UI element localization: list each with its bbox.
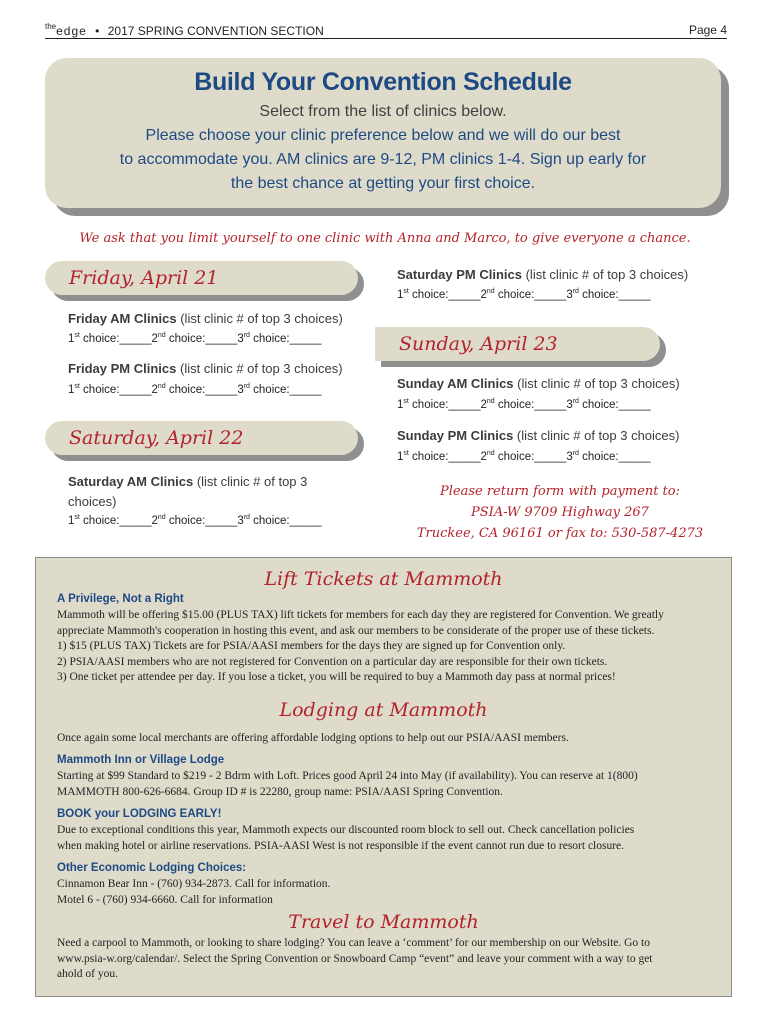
clinic-note: (list clinic # of top 3 choices)	[521, 267, 689, 282]
clinic-name: Friday AM Clinics	[68, 311, 177, 326]
travel-text: Need a carpool to Mammoth, or looking to share lodging? You can leave a ‘comment’ for our membership on our Website. Go to www.psia-w.org/calendar/. Select the Spring Convention or Snowboard Camp “event” and leave your comment with a way to get ahold of you.	[57, 937, 653, 980]
page-header	[45, 22, 727, 39]
clinic-name: Sunday PM Clinics	[397, 428, 514, 443]
saturday-am-heading	[68, 472, 307, 512]
book-early-text: Due to exceptional conditions this year, Mammoth expects our discounted room block to sell out. Check cancellation policies when making hotel or airline reservations. PSIA-AASI West is not responsible if the event cannot run due to resort closure.	[57, 824, 635, 852]
clinic-note: (list clinic # of top 3 choices)	[513, 428, 680, 443]
friday-pm-heading	[68, 361, 343, 376]
return-line: Please return form with payment to:	[440, 484, 680, 499]
friday-pm-choices[interactable]: 1st choice:_____2nd choice:_____3rd choice:_____	[68, 383, 322, 396]
book-early-subheading: BOOK your LODGING EARLY!	[57, 808, 222, 820]
clinic-note: (list clinic # of top 3 choices)	[513, 376, 680, 391]
clinic-note: (list clinic # of top 3 choices)	[176, 361, 343, 376]
saturday-pm-choices[interactable]: 1st choice:_____2nd choice:_____3rd choice:_____	[397, 288, 651, 301]
travel-title: Travel to Mammoth	[288, 911, 479, 933]
publication-brand	[45, 22, 324, 38]
info-panel	[35, 557, 732, 997]
lift-text: Mammoth will be offering $15.00 (PLUS TAX) lift tickets for members for each day they are registered for Convention. We greatly appreciate Mammoth's cooperation in hosting this event, and ask our members to be considerate of the proper use of these tickets. 1) $15 (PLUS TAX) Tickets are for PSIA/AASI members for the days they are signed up for Convention only. 2) PSIA/AASI members who are not registered for Convention on a particular day are responsible for their own tickets. 3) One ticket per attendee per day. If you lose a ticket, you will be required to buy a Mammoth day pass at normal prices!	[57, 609, 664, 683]
title-box	[45, 58, 721, 208]
title-body-line: Please choose your clinic preference below and we will do our best	[145, 127, 621, 144]
day-label: Saturday, April 22	[69, 427, 244, 449]
friday-am-choices[interactable]: 1st choice:_____2nd choice:_____3rd choice:_____	[68, 332, 322, 345]
return-note	[405, 481, 715, 544]
title-body-line: the best chance at getting your first choice.	[230, 175, 536, 192]
clinic-name: Sunday AM Clinics	[397, 376, 514, 391]
bullet-separator: •	[95, 24, 100, 38]
day-tab-sunday	[375, 327, 660, 361]
saturday-pm-heading	[397, 267, 688, 282]
day-tab-friday	[45, 261, 358, 295]
sunday-am-heading	[397, 376, 680, 391]
page-title: Build Your Convention Schedule	[194, 68, 572, 96]
clinic-note: (list clinic # of top 3 choices)	[176, 311, 343, 326]
brand-name: edge	[56, 24, 87, 38]
sunday-pm-choices[interactable]: 1st choice:_____2nd choice:_____3rd choice:_____	[397, 450, 651, 463]
saturday-am-choices[interactable]: 1st choice:_____2nd choice:_____3rd choice:_____	[68, 514, 322, 527]
title-body	[45, 124, 721, 196]
clinic-note: (list clinic # of top 3	[193, 474, 308, 489]
page-number: Page 4	[688, 23, 727, 37]
inn-text: Starting at $99 Standard to $219 - 2 Bdrm with Loft. Prices good April 24 into May (if availability). You can reserve at 1(800) MAMMOTH 800-626-6684. Group ID # is 22280, group name: PSIA/AASI Spring Convention.	[57, 770, 638, 798]
other-lodging-subheading: Other Economic Lodging Choices:	[57, 862, 247, 874]
lodging-intro: Once again some local merchants are offering affordable lodging options to help out our PSIA/AASI members.	[57, 732, 569, 744]
day-label: Sunday, April 23	[399, 333, 558, 355]
section-name: 2017 SPRING CONVENTION SECTION	[107, 24, 324, 38]
brand-prefix: the	[45, 22, 57, 31]
title-subtitle: Select from the list of clinics below.	[259, 103, 507, 120]
lodging-title: Lodging at Mammoth	[279, 699, 488, 721]
friday-am-heading	[68, 311, 343, 326]
sunday-am-choices[interactable]: 1st choice:_____2nd choice:_____3rd choice:_____	[397, 398, 651, 411]
limit-note: We ask that you limit yourself to one clinic with Anna and Marco, to give everyone a chance.	[79, 231, 691, 246]
lift-subheading: A Privilege, Not a Right	[57, 593, 184, 605]
day-label: Friday, April 21	[69, 267, 219, 289]
return-line: Truckee, CA 96161 or fax to: 530-587-4273	[416, 526, 704, 541]
other-lodging-text: Cinnamon Bear Inn - (760) 934-2873. Call for information. Motel 6 - (760) 934-6660. Call for information	[57, 878, 331, 906]
clinic-note: choices)	[68, 494, 117, 509]
clinic-name: Saturday PM Clinics	[397, 267, 522, 282]
day-tab-saturday	[45, 421, 358, 455]
clinic-name: Friday PM Clinics	[68, 361, 177, 376]
inn-subheading: Mammoth Inn or Village Lodge	[57, 754, 225, 766]
lift-tickets-title: Lift Tickets at Mammoth	[264, 568, 503, 590]
sunday-pm-heading	[397, 428, 680, 443]
title-body-line: to accommodate you. AM clinics are 9-12, PM clinics 1-4. Sign up early for	[119, 151, 647, 168]
clinic-name: Saturday AM Clinics	[68, 474, 194, 489]
return-line: PSIA-W 9709 Highway 267	[471, 505, 649, 520]
